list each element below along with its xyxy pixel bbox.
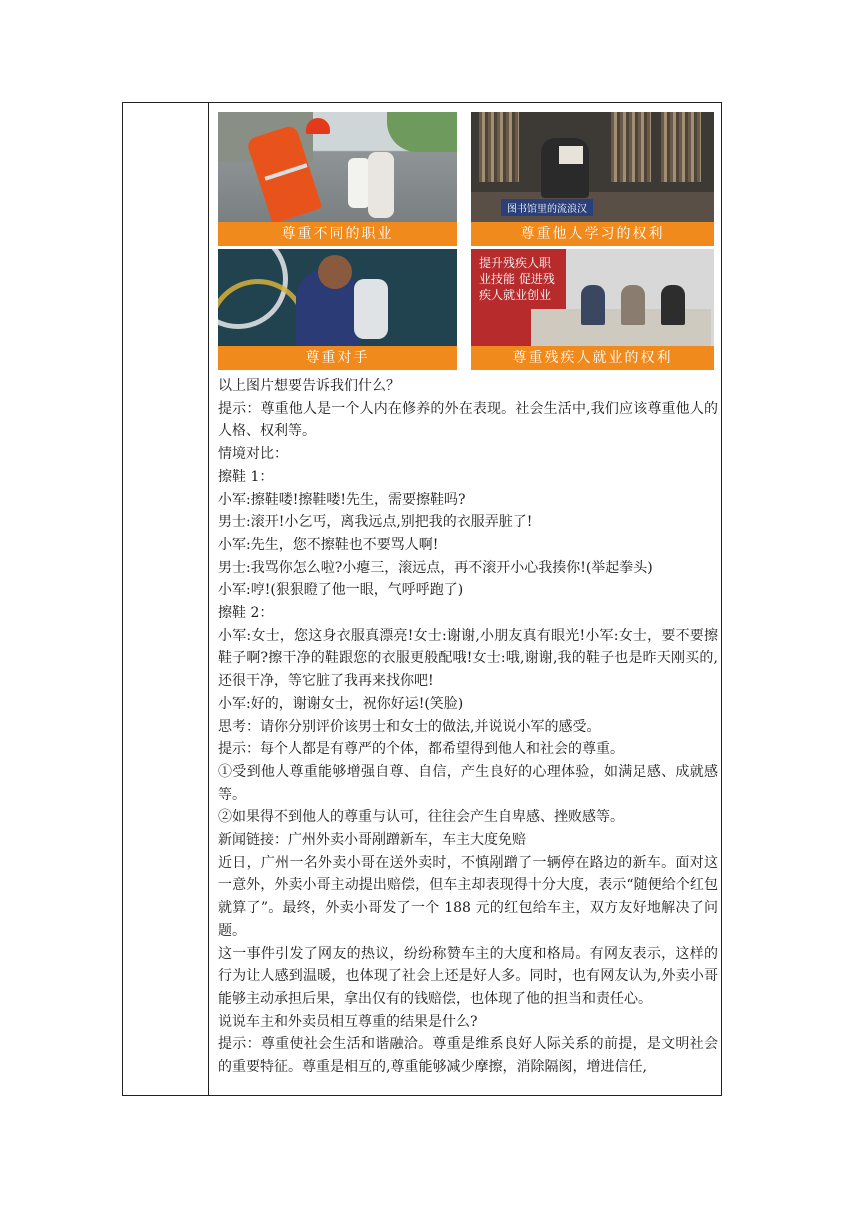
library-reader-photo-icon: [471, 112, 714, 222]
photo-caption: 尊重残疾人就业的权利: [471, 346, 714, 370]
photo-respect-learning: [471, 112, 714, 246]
news-paragraph: 近日，广州一名外卖小哥在送外卖时，不慎剐蹭了一辆停在路边的新车。面对这一意外，外卖小哥主动提出赔偿，但车主却表现得十分大度，表示“随便给个红包就算了”。最终，外卖小哥发了一个 188 元的红包给车主，双方友好地解决了问题。: [218, 854, 718, 939]
photo-caption: 尊重不同的职业: [218, 222, 457, 246]
dialogue-line: 小军:哼!(狠狠瞪了他一眼，气呼呼跑了): [218, 582, 464, 599]
question-line: 以上图片想要告诉我们什么？: [218, 378, 400, 394]
scenario-title: 擦鞋 1：: [218, 468, 274, 485]
dialogue-line: 小军:好的，谢谢女士，祝你好运!(笑脸): [218, 695, 464, 712]
dialogue-line: 男士:滚开!小乞丐，离我远点,别把我的衣服弄脏了!: [218, 514, 533, 531]
photo-caption: 尊重对手: [218, 346, 457, 370]
athletes-hug-photo-icon: [218, 249, 457, 346]
question-line: 说说车主和外卖员相互尊重的结果是什么?: [218, 1013, 478, 1030]
wall-slogan: 提升残疾人职业技能 促进残疾人就业创业: [479, 256, 555, 302]
lesson-text: [218, 375, 718, 1079]
dialogue-line: 小军:先生，您不擦鞋也不要骂人啊!: [218, 536, 439, 553]
table-left-cell: [123, 103, 209, 1095]
news-paragraph: 这一事件引发了网友的热议，纷纷称赞车主的大度和格局。有网友表示，这样的行为让人感到温暖，也体现了社会上还是好人多。同时，也有网友认为,外卖小哥能够主动承担后果，拿出仅有的钱赔偿，也体现了他的担当和责任心。: [218, 945, 718, 1007]
point-line: ②如果得不到他人的尊重与认可，往往会产生自卑感、挫败感等。: [218, 809, 624, 826]
hint-line: 提示：每个人都是有尊严的个体，都希望得到他人和社会的尊重。: [218, 741, 624, 758]
section-heading: 情境对比：: [218, 446, 288, 463]
hint-line: 提示：尊重使社会生活和谐融洽。尊重是维系良好人际关系的前提，是文明社会的重要特征。尊重是相互的,尊重能够减少摩擦，消除隔阂，增进信任,: [218, 1036, 718, 1076]
dialogue-line: 小军:擦鞋喽!擦鞋喽!先生，需要擦鞋吗?: [218, 491, 466, 508]
hint-line: 提示：尊重他人是一个人内在修养的外在表现。社会生活中,我们应该尊重他人的人格、权利等。: [218, 400, 718, 440]
table-content-cell: [210, 103, 721, 1095]
dialogue-paragraph: 小军:女士，您这身衣服真漂亮!女士:谢谢,小朋友真有眼光!小军:女士，要不要擦鞋子啊?擦干净的鞋跟您的衣服更般配哦!女士:哦,谢谢,我的鞋子也是昨天刚买的,还很干净，等它脏了我再来找你吧!: [218, 627, 718, 690]
photo-tag: 图书馆里的流浪汉: [501, 199, 593, 216]
photo-respect-opponent: [218, 249, 457, 370]
photo-caption: 尊重他人学习的权利: [471, 222, 714, 246]
dialogue-line: 男士:我骂你怎么啦?小瘪三，滚远点，再不滚开小心我揍你!(举起拳头): [218, 559, 653, 576]
disabled-employment-photo-icon: [471, 249, 714, 346]
photo-respect-disabled-employment: [471, 249, 714, 370]
scenario-title: 擦鞋 2：: [218, 605, 274, 622]
think-line: 思考：请你分别评价该男士和女士的做法,并说说小军的感受。: [218, 718, 601, 735]
news-heading: 新闻链接：广州外卖小哥剐蹭新车，车主大度免赔: [218, 832, 526, 849]
lesson-table: [122, 102, 722, 1096]
point-line: ①受到他人尊重能够增强自尊、自信，产生良好的心理体验，如满足感、成就感等。: [218, 763, 718, 803]
photo-respect-professions: [218, 112, 457, 246]
street-worker-photo-icon: [218, 112, 457, 222]
